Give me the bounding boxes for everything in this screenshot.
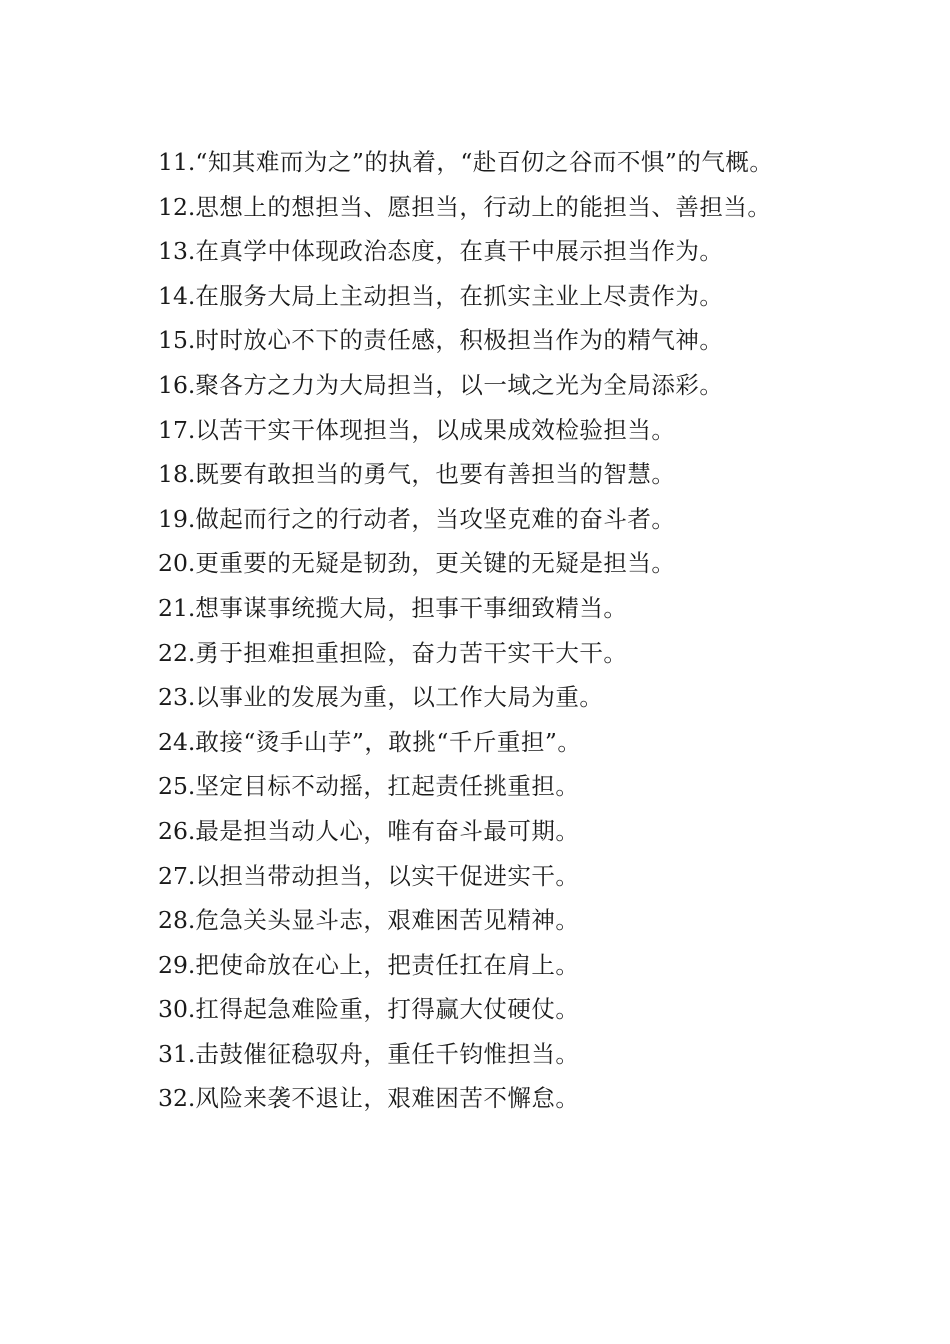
list-item: [114, 1076, 826, 1121]
list-item: [114, 1032, 826, 1077]
item-text: 更重要的无疑是韧劲，更关键的无疑是担当。: [195, 549, 676, 578]
item-text: 既要有敢担当的勇气，也要有善担当的智慧。: [195, 460, 676, 489]
item-number: 12.: [158, 192, 196, 221]
item-number: 11.: [158, 148, 196, 176]
item-number: 24.: [158, 727, 196, 756]
list-item: [114, 586, 826, 631]
list-item: [114, 720, 826, 765]
item-text: 风险来袭不退让，艰难困苦不懈怠。: [195, 1084, 580, 1113]
list-item: [114, 675, 826, 720]
item-number: 26.: [158, 816, 196, 845]
list-item: [114, 898, 826, 943]
item-number: 13.: [158, 237, 196, 266]
item-number: 14.: [158, 281, 196, 310]
item-text: 击鼓催征稳驭舟，重任千钧惟担当。: [195, 1039, 580, 1068]
item-text: 坚定目标不动摇，扛起责任挑重担。: [195, 772, 580, 801]
item-text: 思想上的想担当、愿担当，行动上的能担当、善担当。: [195, 192, 772, 221]
item-text: 以事业的发展为重，以工作大局为重。: [195, 683, 604, 712]
item-number: 28.: [158, 906, 196, 935]
item-text: “知其难而为之”的执着，“赴百仞之谷而不惧”的气概。: [195, 148, 774, 176]
item-text: 在服务大局上主动担当，在抓实主业上尽责作为。: [195, 281, 724, 310]
list-item: [114, 363, 826, 408]
list-item: [114, 854, 826, 899]
item-text: 以苦干实干体现担当，以成果成效检验担当。: [195, 415, 676, 444]
list-item: [114, 943, 826, 988]
item-text: 时时放心不下的责任感，积极担当作为的精气神。: [195, 326, 724, 355]
item-number: 31.: [158, 1039, 196, 1068]
item-text: 敢接“烫手山芋”，敢挑“千斤重担”。: [195, 727, 582, 756]
item-text: 聚各方之力为大局担当，以一域之光为全局添彩。: [195, 370, 724, 399]
item-number: 22.: [158, 638, 196, 667]
item-number: 15.: [158, 326, 196, 355]
document-body: [114, 140, 826, 1121]
list-item: [114, 987, 826, 1032]
list-item: [114, 408, 826, 453]
list-item: [114, 274, 826, 319]
item-text: 在真学中体现政治态度，在真干中展示担当作为。: [195, 237, 724, 266]
item-text: 以担当带动担当，以实干促进实干。: [195, 861, 580, 890]
item-text: 想事谋事统揽大局，担事干事细致精当。: [195, 593, 628, 622]
item-text: 扛得起急难险重，打得赢大仗硬仗。: [195, 995, 580, 1024]
item-number: 23.: [158, 683, 196, 712]
list-item: [114, 229, 826, 274]
item-text: 做起而行之的行动者，当攻坚克难的奋斗者。: [195, 504, 676, 533]
item-number: 16.: [158, 370, 196, 399]
list-item: [114, 809, 826, 854]
list-item: [114, 452, 826, 497]
item-number: 17.: [158, 415, 196, 444]
item-number: 18.: [158, 460, 196, 489]
item-number: 30.: [158, 995, 196, 1024]
item-number: 19.: [158, 504, 196, 533]
item-number: 20.: [158, 549, 196, 578]
item-text: 危急关头显斗志，艰难困苦见精神。: [195, 906, 580, 935]
list-item: [114, 497, 826, 542]
list-item: [114, 318, 826, 363]
item-text: 勇于担难担重担险，奋力苦干实干大干。: [195, 638, 628, 667]
item-number: 29.: [158, 950, 196, 979]
item-number: 32.: [158, 1084, 196, 1113]
item-number: 25.: [158, 772, 196, 801]
list-item: [114, 764, 826, 809]
item-number: 27.: [158, 861, 196, 890]
item-text: 最是担当动人心，唯有奋斗最可期。: [195, 816, 580, 845]
list-item: [114, 631, 826, 676]
item-text: 把使命放在心上，把责任扛在肩上。: [195, 950, 580, 979]
list-item: [114, 185, 826, 230]
item-number: 21.: [158, 593, 196, 622]
list-item: [114, 541, 826, 586]
list-item: [114, 140, 826, 185]
